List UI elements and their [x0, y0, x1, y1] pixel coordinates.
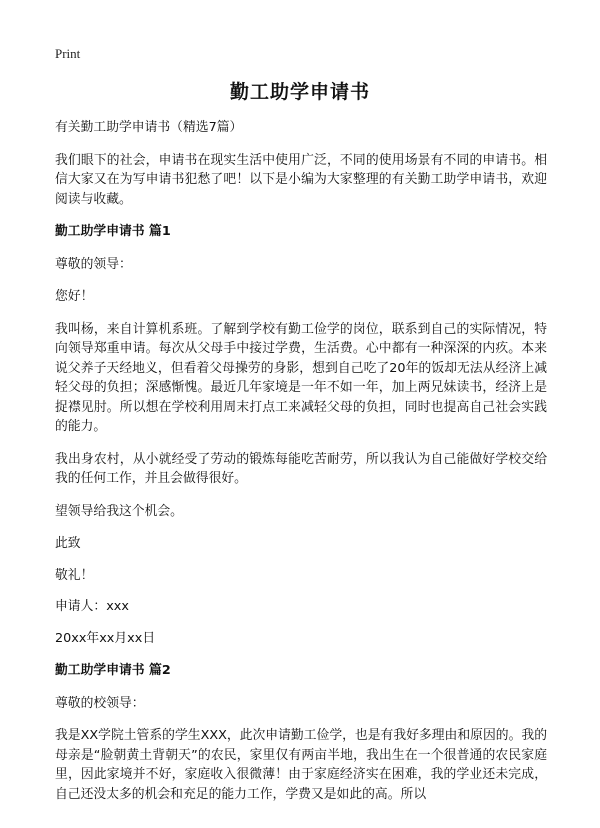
section1-salutation: 尊敬的领导：: [55, 256, 132, 272]
intro-paragraph: 我们眼下的社会，申请书在现实生活中使用广泛，不同的使用场景有不同的申请书。相信大家又在为写申请书犯愁了吧！以下是小编为大家整理的有关勤工助学申请书，欢迎阅读与收藏。: [55, 152, 547, 207]
section1-paragraph-2: 我出身农村，从小就经受了劳动的锻炼每能吃苦耐劳，所以我认为自己能做好学校交给我的任何工作，并且会做得很好。: [55, 451, 547, 486]
section1-heading: 勤工助学申请书 篇1: [55, 224, 171, 239]
section1-closing-2: 敬礼！: [55, 567, 94, 583]
document-title: 勤工助学申请书: [229, 81, 370, 103]
section2-salutation: 尊敬的校领导：: [55, 695, 145, 711]
print-label: Print: [55, 46, 81, 61]
section1-paragraph-1: 我叫杨，来自计算机系班。了解到学校有勤工俭学的岗位，联系到自己的实际情况，特向领导郑重申请。每次从父母手中接过学费，生活费。心中都有一种深深的内疚。本来说父养子天经地义，但看着父母操劳的身影，想到自己吃了20年的饭却无法从经济上减轻父母的负担；深感惭愧。最近几年家境是一年不如一年，加上两兄妹读书，经济上是捉襟见肘。所以想在学校利用周末打点工来减轻父母的负担，同时也提高自己社会实践的能力。: [55, 321, 547, 434]
document-subtitle: 有关勤工助学申请书（精选7篇）: [55, 120, 243, 135]
section2-heading: 勤工助学申请书 篇2: [55, 663, 171, 678]
section1-paragraph-3: 望领导给我这个机会。: [55, 503, 183, 519]
section1-greeting: 您好！: [55, 289, 94, 304]
document-body: [55, 118, 547, 817]
section1-closing-1: 此致: [55, 536, 81, 551]
section1-signature: 申请人：xxx: [55, 599, 129, 614]
section2-paragraph-1: 我是XX学院土管系的学生XXX，此次申请勤工俭学，也是有我好多理由和原因的。我的母亲是“脸朝黄土背朝天”的农民，家里仅有两亩半地，我出生在一个很普通的农民家庭里，因此家境并不好，家庭收入很微薄！由于家庭经济实在困难，我的学业还未完成，自己还没太多的机会和充足的能力工作，学费又是如此的高。所以: [55, 728, 547, 802]
section1-date: 20xx年xx月xx日: [55, 630, 156, 646]
